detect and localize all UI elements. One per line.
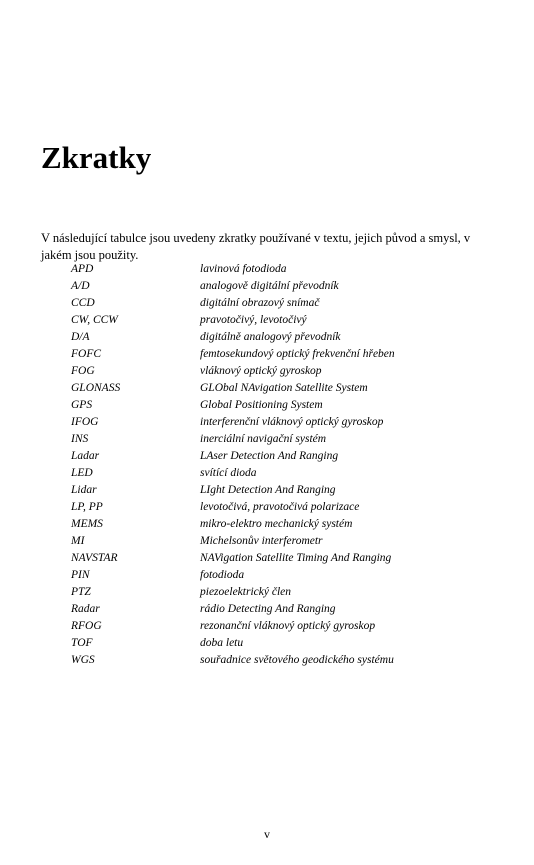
abbreviation-term: NAVSTAR bbox=[71, 552, 118, 564]
abbreviation-meaning: souřadnice světového geodického systému bbox=[200, 654, 394, 666]
abbreviation-meaning: Global Positioning System bbox=[200, 399, 323, 411]
abbreviation-table bbox=[71, 261, 395, 669]
abbreviation-meaning: pravotočivý, levotočivý bbox=[200, 314, 307, 326]
abbreviation-term: CW, CCW bbox=[71, 314, 118, 326]
abbreviation-meaning: Michelsonův interferometr bbox=[200, 535, 323, 547]
abbreviation-meaning: interferenční vláknový optický gyroskop bbox=[200, 416, 384, 428]
abbreviation-row bbox=[71, 567, 395, 584]
abbreviation-row bbox=[71, 261, 395, 278]
abbreviation-row bbox=[71, 329, 395, 346]
abbreviation-row bbox=[71, 652, 395, 669]
abbreviation-row bbox=[71, 618, 395, 635]
page-title: Zkratky bbox=[41, 140, 152, 175]
abbreviation-row bbox=[71, 278, 395, 295]
abbreviation-row bbox=[71, 635, 395, 652]
abbreviation-row bbox=[71, 516, 395, 533]
abbreviation-row bbox=[71, 414, 395, 431]
abbreviation-meaning: GLObal NAvigation Satellite System bbox=[200, 382, 368, 394]
abbreviation-meaning: fotodioda bbox=[200, 569, 245, 581]
abbreviation-row bbox=[71, 363, 395, 380]
abbreviation-meaning: svítící dioda bbox=[200, 467, 257, 479]
abbreviation-meaning: piezoelektrický člen bbox=[200, 586, 291, 598]
abbreviation-term: LP, PP bbox=[71, 501, 103, 513]
abbreviation-meaning: femtosekundový optický frekvenční hřeben bbox=[200, 348, 395, 360]
abbreviation-meaning: vláknový optický gyroskop bbox=[200, 365, 322, 377]
abbreviation-row bbox=[71, 482, 395, 499]
abbreviation-row bbox=[71, 448, 395, 465]
abbreviation-meaning: NAVigation Satellite Timing And Ranging bbox=[200, 552, 392, 564]
abbreviation-term: PIN bbox=[71, 569, 90, 581]
abbreviation-row bbox=[71, 380, 395, 397]
abbreviation-row bbox=[71, 397, 395, 414]
abbreviation-term: WGS bbox=[71, 654, 95, 666]
abbreviation-term: INS bbox=[71, 433, 89, 445]
abbreviation-meaning: rezonanční vláknový optický gyroskop bbox=[200, 620, 376, 632]
abbreviation-meaning: digitálně analogový převodník bbox=[200, 331, 341, 343]
abbreviation-row bbox=[71, 431, 395, 448]
abbreviation-term: D/A bbox=[71, 331, 90, 343]
abbreviation-meaning: levotočivá, pravotočivá polarizace bbox=[200, 501, 360, 513]
abbreviation-term: MI bbox=[71, 535, 85, 547]
abbreviation-row bbox=[71, 499, 395, 516]
abbreviation-term: LED bbox=[71, 467, 93, 479]
abbreviation-term: A/D bbox=[71, 280, 90, 292]
abbreviation-meaning: digitální obrazový snímač bbox=[200, 297, 320, 309]
abbreviation-row bbox=[71, 312, 395, 329]
abbreviation-row bbox=[71, 584, 395, 601]
abbreviation-meaning: mikro-elektro mechanický systém bbox=[200, 518, 353, 530]
abbreviation-term: FOFC bbox=[71, 348, 102, 360]
abbreviation-row bbox=[71, 465, 395, 482]
abbreviation-term: Ladar bbox=[71, 450, 100, 462]
page-number: v bbox=[264, 827, 270, 841]
abbreviation-term: RFOG bbox=[71, 620, 102, 632]
abbreviation-term: GLONASS bbox=[71, 382, 121, 394]
abbreviation-term: PTZ bbox=[71, 586, 91, 598]
abbreviation-term: Lidar bbox=[71, 484, 97, 496]
abbreviation-row bbox=[71, 601, 395, 618]
abbreviation-meaning: LAser Detection And Ranging bbox=[200, 450, 339, 462]
abbreviation-term: CCD bbox=[71, 297, 95, 309]
abbreviation-row bbox=[71, 550, 395, 567]
abbreviation-term: GPS bbox=[71, 399, 93, 411]
abbreviation-term: FOG bbox=[71, 365, 95, 377]
abbreviation-row bbox=[71, 346, 395, 363]
intro-paragraph: V následující tabulce jsou uvedeny zkratky používané v textu, jejich původ a smysl, v jakém jsou použity. bbox=[41, 231, 471, 262]
abbreviation-term: MEMS bbox=[71, 518, 103, 530]
abbreviation-meaning: lavinová fotodioda bbox=[200, 263, 287, 275]
abbreviation-term: TOF bbox=[71, 637, 93, 649]
abbreviation-term: APD bbox=[71, 263, 94, 275]
abbreviation-row bbox=[71, 295, 395, 312]
abbreviation-row bbox=[71, 533, 395, 550]
abbreviation-term: IFOG bbox=[71, 416, 99, 428]
abbreviation-term: Radar bbox=[71, 603, 100, 615]
abbreviation-meaning: inerciální navigační systém bbox=[200, 433, 327, 445]
abbreviation-meaning: rádio Detecting And Ranging bbox=[200, 603, 336, 615]
abbreviation-meaning: doba letu bbox=[200, 637, 244, 649]
abbreviation-meaning: analogově digitální převodník bbox=[200, 280, 339, 292]
abbreviation-meaning: LIght Detection And Ranging bbox=[200, 484, 336, 496]
